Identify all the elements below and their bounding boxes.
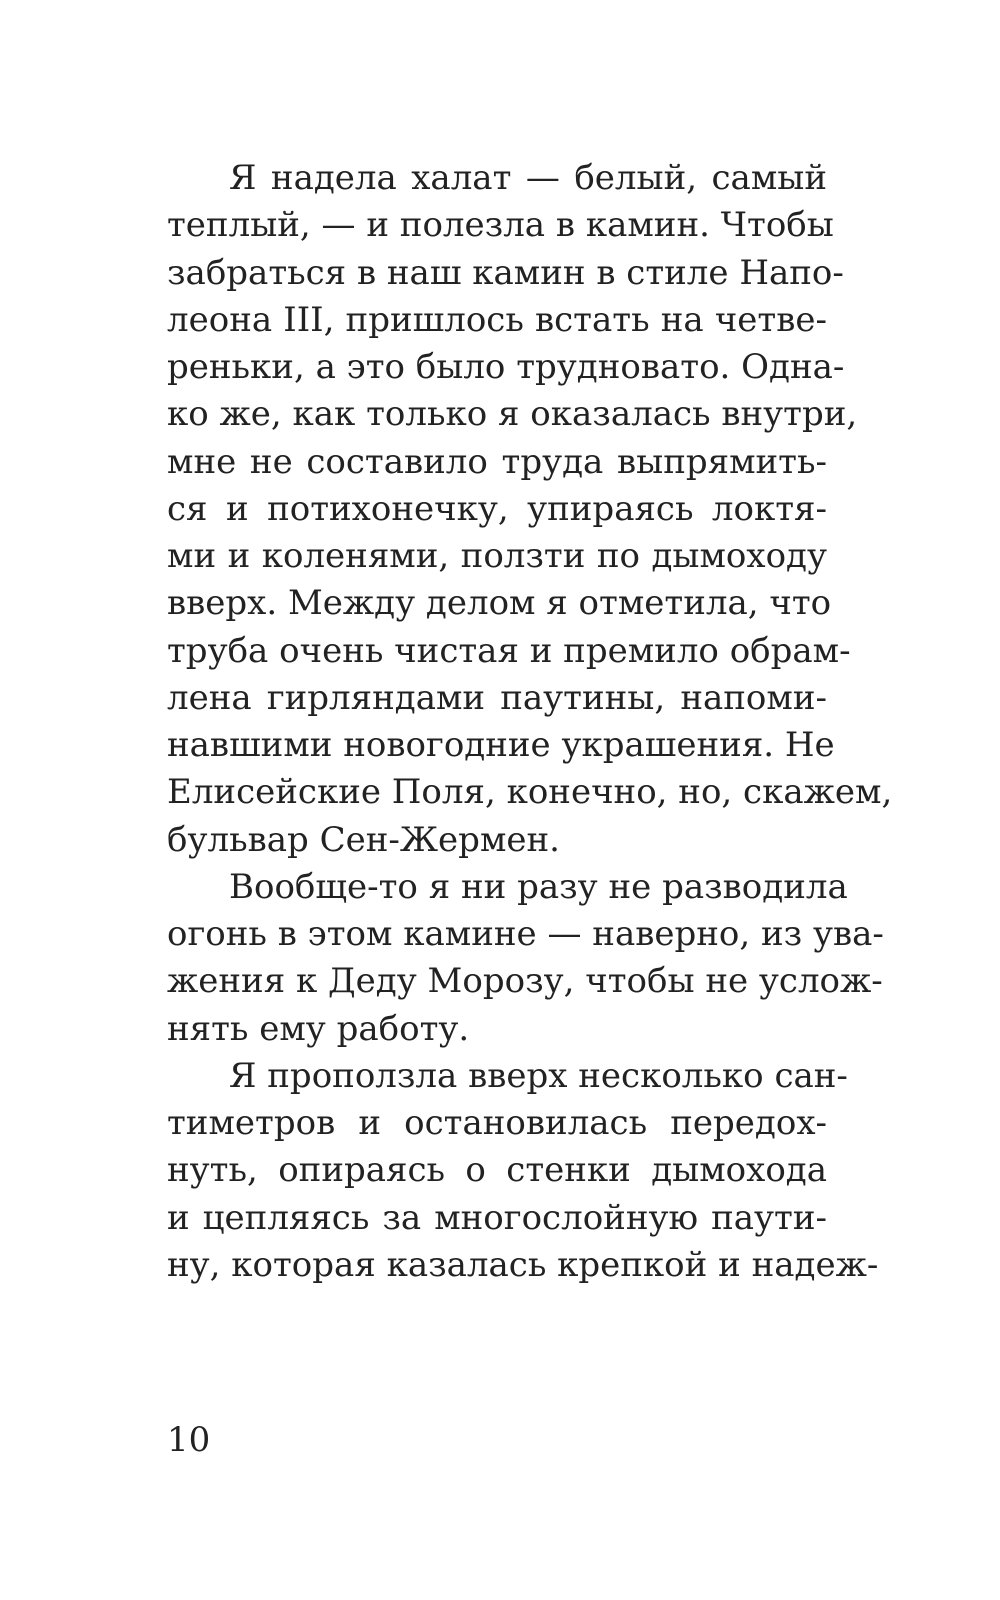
text-line: ну, которая казалась крепкой и надеж-	[167, 1244, 879, 1285]
text-line: ко же, как только я оказалась внутри,	[167, 394, 858, 435]
page-body	[167, 155, 893, 1289]
text-line: лена гирляндами паутины, напоми-	[167, 677, 827, 718]
text-line: труба очень чистая и премило обрам-	[167, 630, 851, 671]
text-line: ся и потихонечку, упираясь локтя-	[167, 488, 827, 529]
paragraph-3	[167, 1053, 879, 1289]
text-line: вверх. Между делом я отметила, что	[167, 583, 832, 624]
text-line: леона III, пришлось встать на четве-	[167, 299, 827, 340]
text-line: теплый, — и полезла в камин. Чтобы	[167, 205, 834, 246]
text-line: Я надела халат — белый, самый	[229, 158, 827, 198]
page-number: 10	[167, 1420, 211, 1460]
text-line: забраться в наш камин в стиле Напо-	[167, 252, 844, 293]
text-line: Я проползла вверх несколько сан-	[229, 1055, 848, 1096]
text-line: нять ему работу.	[167, 1008, 470, 1049]
text-line: реньки, а это было трудновато. Одна-	[167, 347, 845, 387]
paragraph-1	[167, 155, 893, 864]
text-line: бульвар Сен-Жермен.	[167, 819, 560, 860]
text-line: жения к Деду Морозу, чтобы не услож-	[167, 961, 883, 1002]
text-line: ми и коленями, ползти по дымоходу	[167, 536, 827, 576]
text-line: Елисейские Поля, конечно, но, скажем,	[167, 772, 893, 813]
text-line: навшими новогодние украшения. Не	[167, 725, 835, 765]
text-line: и цепляясь за многослойную паути-	[167, 1197, 827, 1238]
text-line: нуть, опираясь о стенки дымохода	[167, 1150, 827, 1191]
text-line: огонь в этом камине — наверно, из ува-	[167, 914, 884, 954]
paragraph-2	[167, 864, 884, 1053]
text-line: тиметров и остановилась передох-	[167, 1103, 827, 1143]
text-line: Вообще-то я ни разу не разводила	[229, 866, 848, 907]
text-line: мне не составило труда выпрямить-	[167, 441, 827, 482]
